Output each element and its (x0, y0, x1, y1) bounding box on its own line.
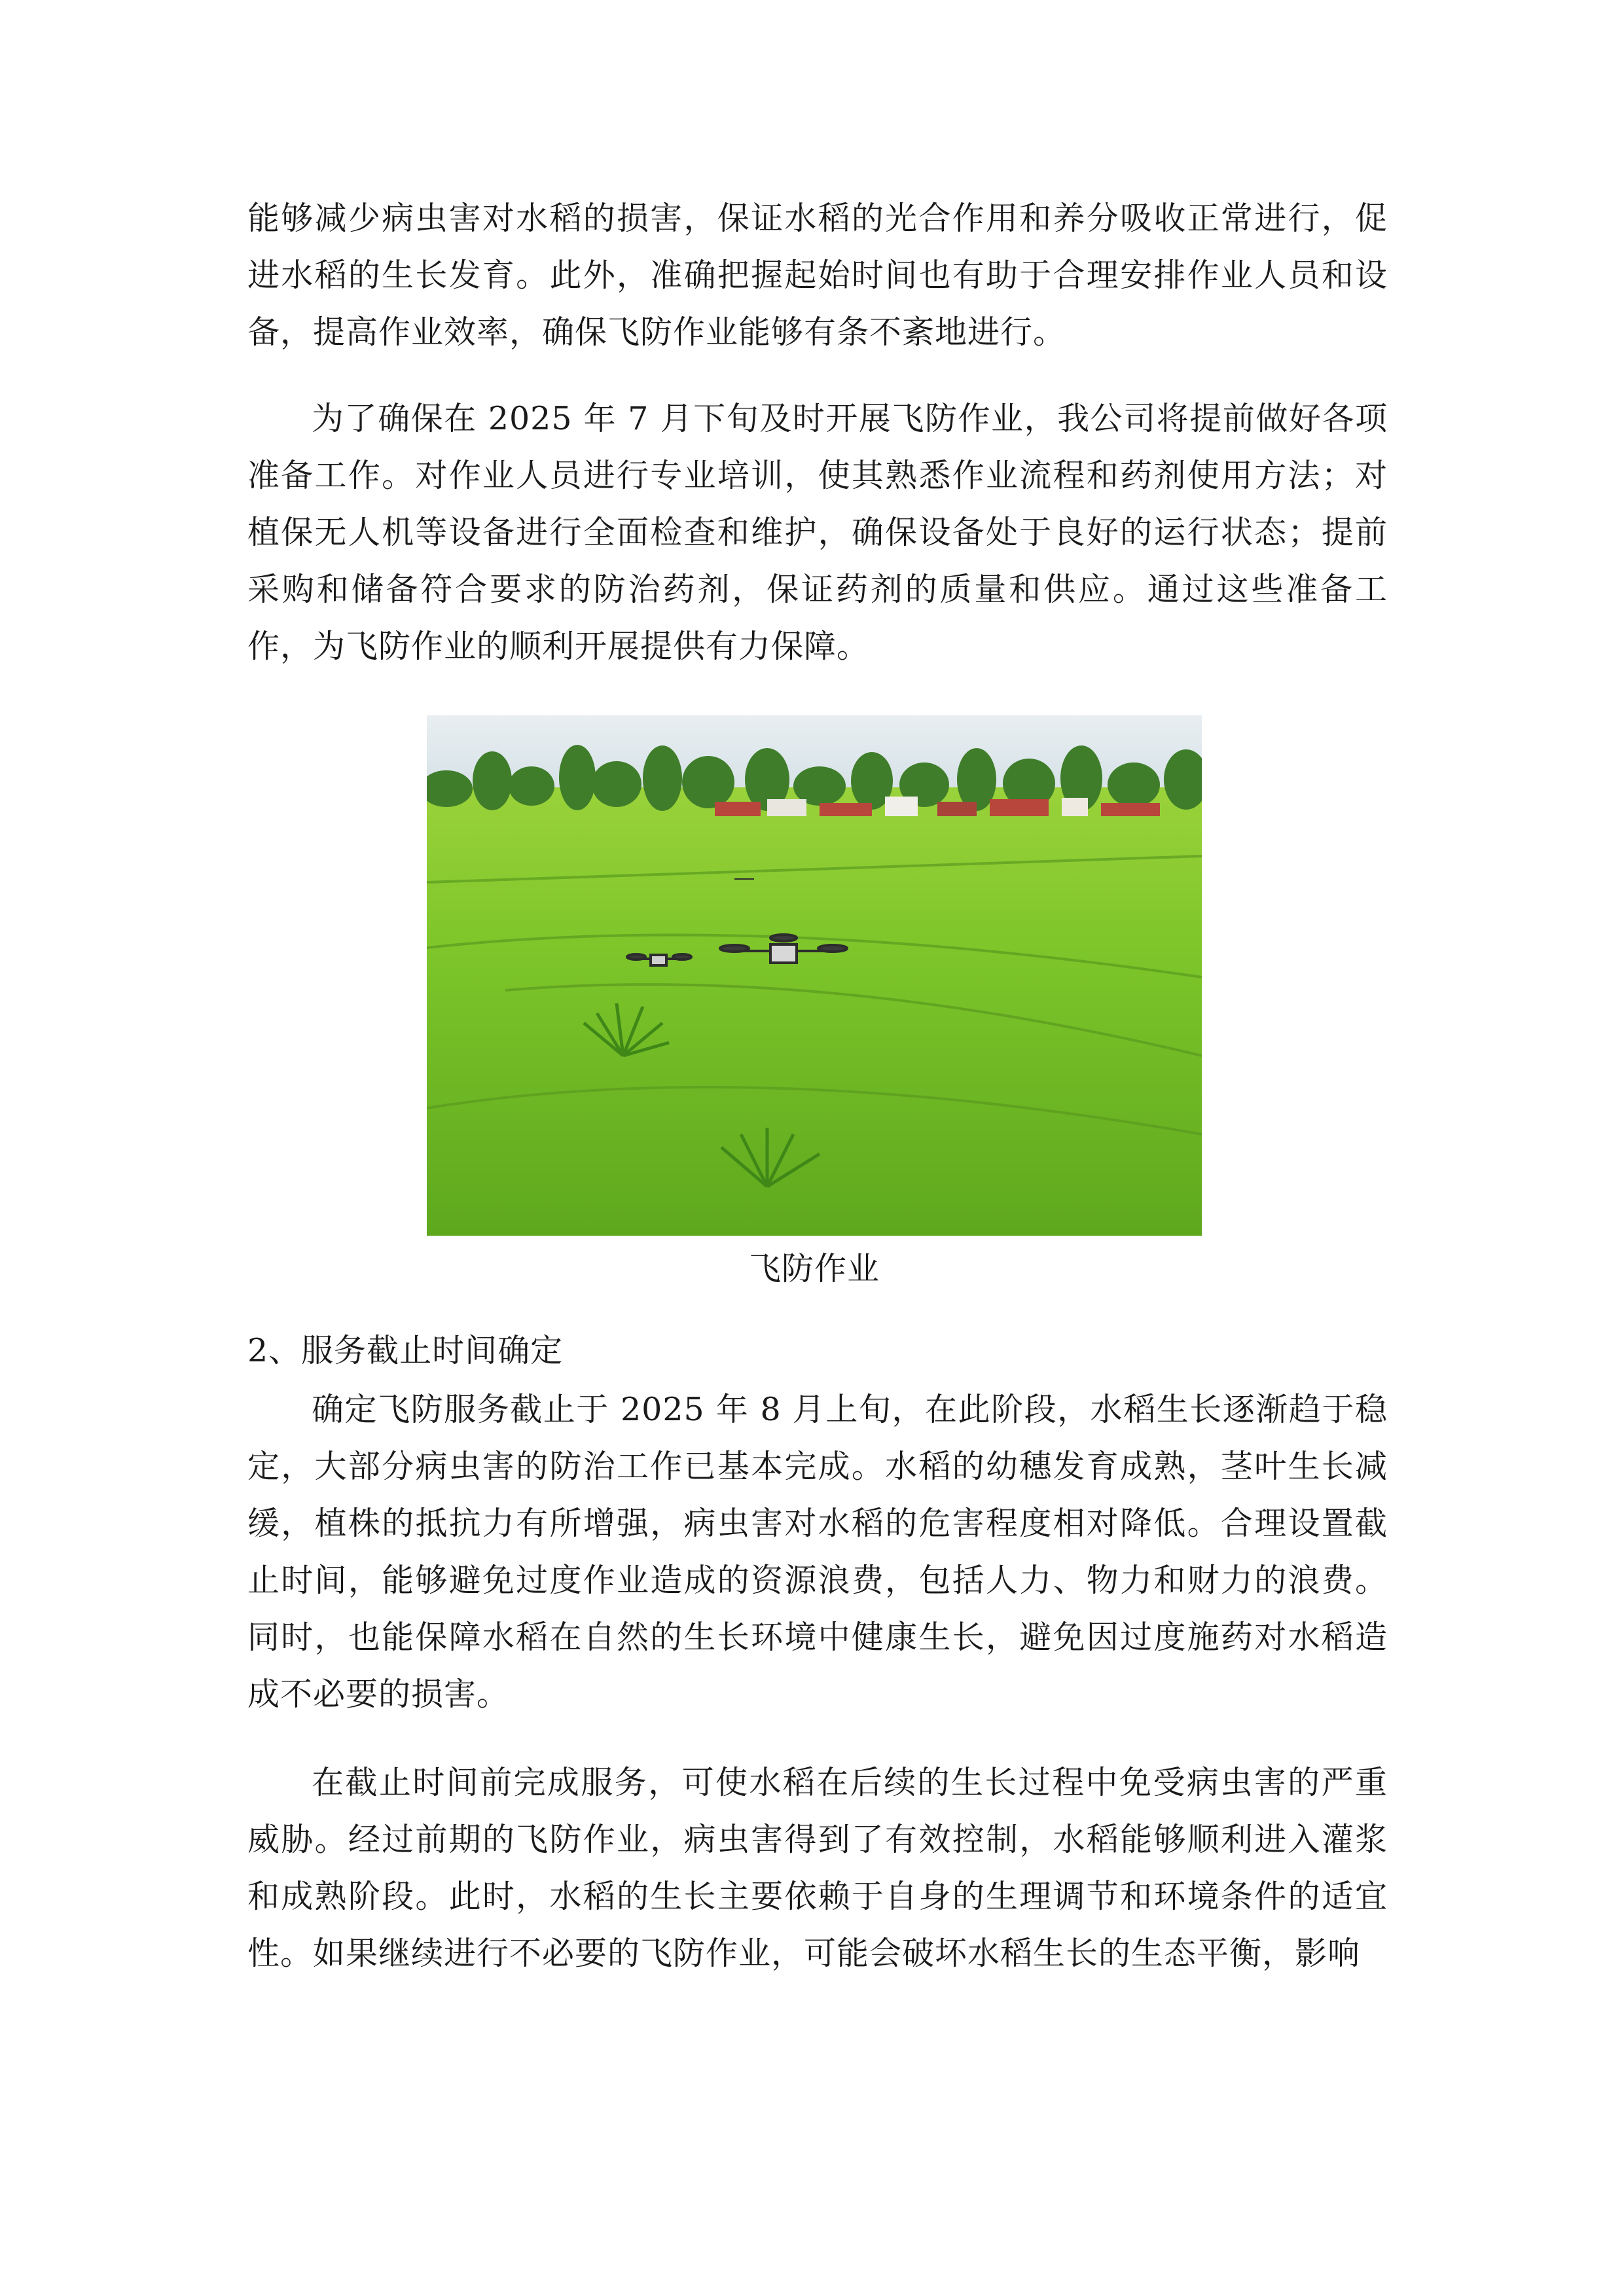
paragraph-completion (247, 1754, 1388, 1982)
figure-caption: 飞防作业 (748, 1250, 880, 1287)
paragraph-preparation (247, 390, 1388, 675)
section-heading (247, 1322, 1388, 1379)
paragraph-text: 为了确保在 2025 年 7 月下旬及时开展飞防作业，我公司将提前做好各项准备工作。对作业人员进行专业培训，使其熟悉作业流程和药剂使用方法；对植保无人机等设备进行全面检查和维护，确保设备处于良好的运行状态；提前采购和储备符合要求的防治药剂，保证药剂的质量和供应。通过这些准备工作，为飞防作业的顺利开展提供有力保障。 (247, 400, 1388, 665)
drone-spraying-photo (427, 715, 1202, 1236)
paragraph-text: 在截止时间前完成服务，可使水稻在后续的生长过程中免受病虫害的严重威胁。经过前期的飞防作业，病虫害得到了有效控制，水稻能够顺利进入灌浆和成熟阶段。此时，水稻的生长主要依赖于自身的生理调节和环境条件的适宜性。如果继续进行不必要的飞防作业，可能会破坏水稻生长的生态平衡，影响 (247, 1764, 1388, 1972)
paragraph-text: 能够减少病虫害对水稻的损害，保证水稻的光合作用和养分吸收正常进行，促进水稻的生长发育。此外，准确把握起始时间也有助于合理安排作业人员和设备，提高作业效率，确保飞防作业能够有条不紊地进行。 (247, 200, 1388, 351)
paragraph-text: 确定飞防服务截止于 2025 年 8 月上旬，在此阶段，水稻生长逐渐趋于稳定，大部分病虫害的防治工作已基本完成。水稻的幼穗发育成熟，茎叶生长减缓，植株的抵抗力有所增强，病虫害对水稻的危害程度相对降低。合理设置截止时间，能够避免过度作业造成的资源浪费，包括人力、物力和财力的浪费。同时，也能保障水稻在自然的生长环境中健康生长，避免因过度施药对水稻造成不必要的损害。 (247, 1391, 1388, 1713)
section-heading-text: 2、服务截止时间确定 (247, 1332, 564, 1369)
paragraph-continuation (247, 190, 1388, 361)
paragraph-deadline (247, 1381, 1388, 1723)
